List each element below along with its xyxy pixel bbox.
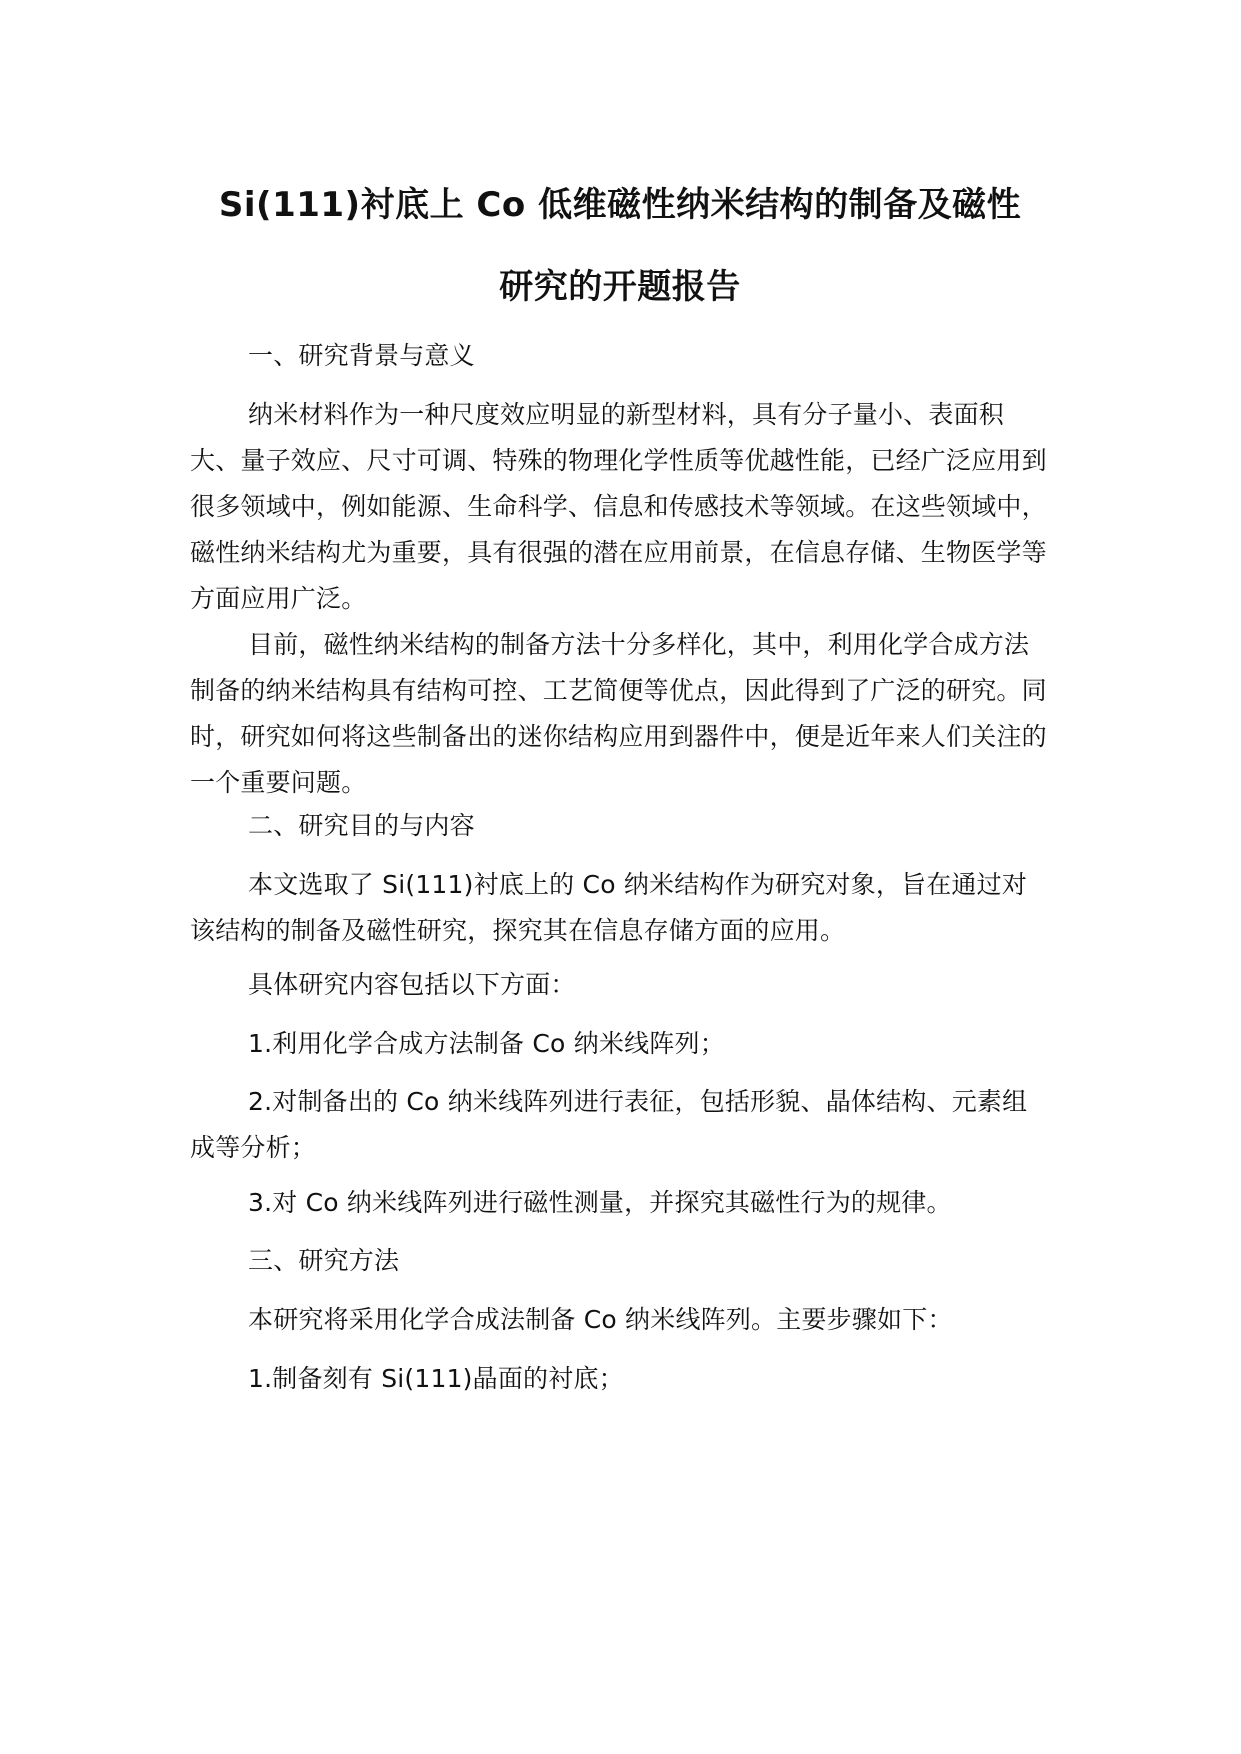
- section-2-list-item-2: 2.对制备出的 Co 纳米线阵列进行表征，包括形貌、晶体结构、元素组成等分析；: [190, 1087, 1028, 1162]
- section-2-paragraph-2: 具体研究内容包括以下方面：: [248, 970, 576, 999]
- section-2-heading: 二、研究目的与内容: [248, 811, 475, 840]
- section-2-list-item-1: 1.利用化学合成方法制备 Co 纳米线阵列；: [248, 1029, 725, 1058]
- section-2-list-item-3: 3.对 Co 纳米线阵列进行磁性测量，并探究其磁性行为的规律。: [248, 1188, 952, 1217]
- section-1-paragraph-2: 目前，磁性纳米结构的制备方法十分多样化，其中，利用化学合成方法制备的纳米结构具有结构可控、工艺简便等优点，因此得到了广泛的研究。同时，研究如何将这些制备出的迷你结构应用到器件中，便是近年来人们关注的一个重要问题。: [190, 630, 1047, 797]
- section-3-list-item-1: 1.制备刻有 Si(111)晶面的衬底；: [248, 1364, 624, 1393]
- section-3-heading: 三、研究方法: [248, 1246, 400, 1275]
- section-1-heading: 一、研究背景与意义: [248, 341, 475, 370]
- section-1-paragraph-1: 纳米材料作为一种尺度效应明显的新型材料，具有分子量小、表面积大、量子效应、尺寸可调、特殊的物理化学性质等优越性能，已经广泛应用到很多领域中，例如能源、生命科学、信息和传感技术等领域。在这些领域中，磁性纳米结构尤为重要，具有很强的潜在应用前景，在信息存储、生物医学等方面应用广泛。: [190, 400, 1047, 613]
- section-3-paragraph-1: 本研究将采用化学合成法制备 Co 纳米线阵列。主要步骤如下：: [248, 1305, 953, 1334]
- section-2-paragraph-1: 本文选取了 Si(111)衬底上的 Co 纳米结构作为研究对象，旨在通过对该结构的制备及磁性研究，探究其在信息存储方面的应用。: [190, 870, 1028, 945]
- document-title-line-1: Si(111)衬底上 Co 低维磁性纳米结构的制备及磁性: [218, 185, 1022, 225]
- document-title-line-2: 研究的开题报告: [499, 267, 741, 307]
